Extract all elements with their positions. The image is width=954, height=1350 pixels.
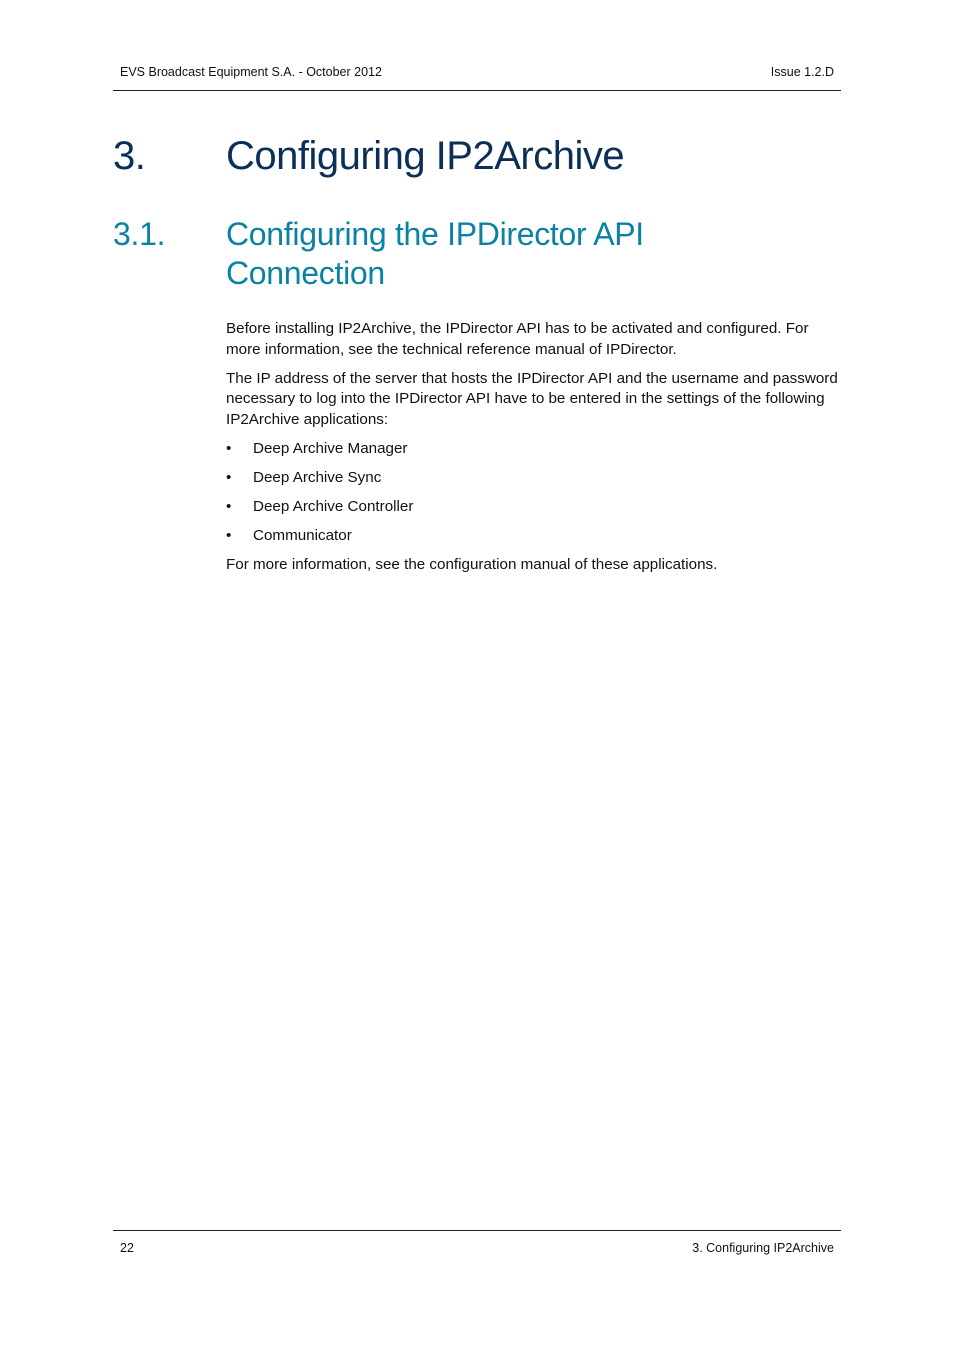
chapter-title: Configuring IP2Archive bbox=[226, 134, 625, 178]
bullet-icon: • bbox=[226, 526, 232, 544]
body-paragraph: The IP address of the server that hosts the IPDirector API and the username and password necessary to log into the IPDirector API have to be entered in the settings of the following IP2Archive applications: bbox=[226, 369, 838, 428]
header-issue: Issue 1.2.D bbox=[770, 65, 834, 79]
list-item bbox=[226, 439, 846, 460]
page-header bbox=[113, 0, 841, 91]
page-footer bbox=[113, 1230, 841, 1255]
application-list bbox=[226, 439, 846, 547]
header-publisher-date: EVS Broadcast Equipment S.A. - October 2012 bbox=[120, 65, 382, 79]
section-body bbox=[226, 319, 846, 584]
list-item-label: Communicator bbox=[253, 526, 352, 544]
bullet-icon: • bbox=[226, 439, 232, 457]
section-number: 3.1. bbox=[113, 216, 166, 252]
section-title: Configuring the IPDirector API Connection bbox=[226, 216, 644, 291]
list-item-label: Deep Archive Manager bbox=[253, 439, 408, 457]
bullet-icon: • bbox=[226, 497, 232, 515]
list-item bbox=[226, 526, 846, 547]
bullet-icon: • bbox=[226, 468, 232, 486]
footer-chapter-ref: 3. Configuring IP2Archive bbox=[692, 1241, 834, 1255]
list-item bbox=[226, 468, 846, 489]
body-paragraph: For more information, see the configuration manual of these applications. bbox=[226, 555, 718, 573]
list-item bbox=[226, 497, 846, 518]
chapter-number: 3. bbox=[113, 134, 146, 178]
list-item-label: Deep Archive Sync bbox=[253, 468, 382, 486]
page-number: 22 bbox=[120, 1241, 134, 1255]
body-paragraph: Before installing IP2Archive, the IPDirector API has to be activated and configured. For more information, see the technical reference manual of IPDirector. bbox=[226, 320, 809, 358]
list-item-label: Deep Archive Controller bbox=[253, 497, 414, 515]
